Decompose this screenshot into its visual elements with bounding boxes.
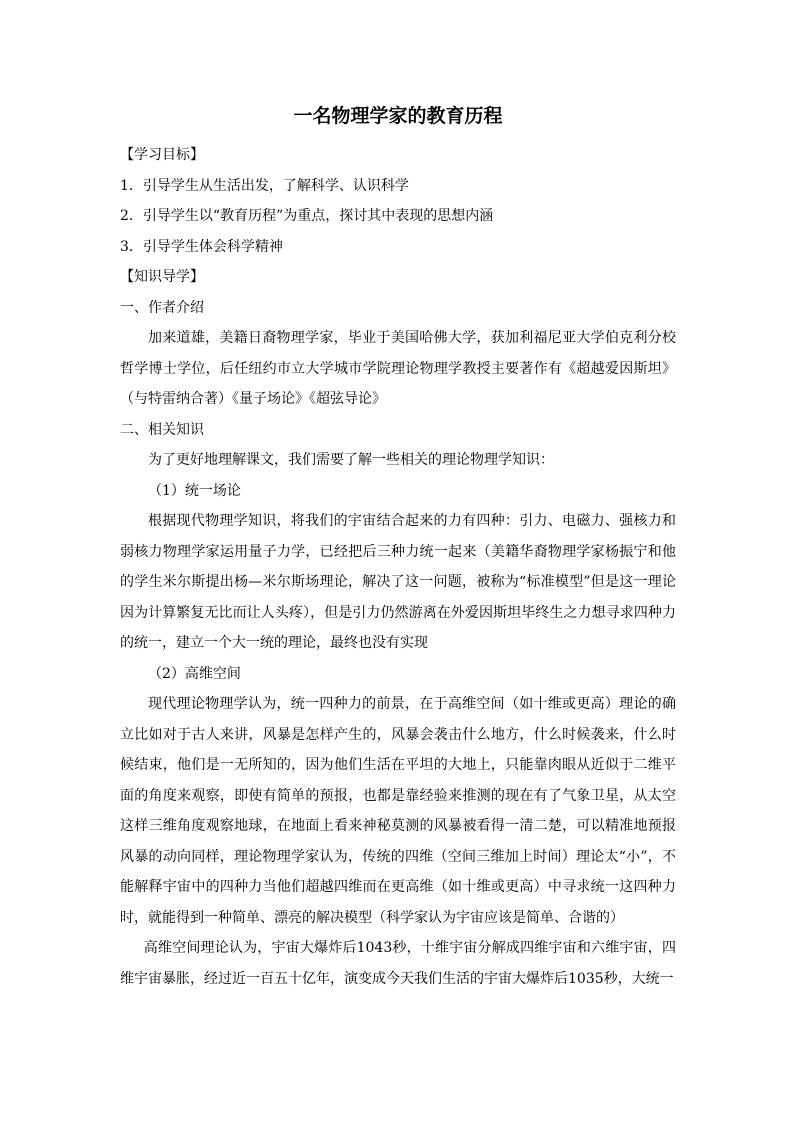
goal-item-1: 1．引导学生从生活出发，了解科学、认识科学: [120, 177, 409, 194]
related-heading: 二、相关知识: [120, 421, 204, 438]
goal-item-2: 2．引导学生以“教育历程”为重点，探讨其中表现的思想内涵: [120, 208, 494, 224]
goal-item-3: 3．引导学生体会科学精神: [120, 238, 283, 255]
unified-field-heading: （1）统一场论: [148, 482, 241, 499]
author-heading: 一、作者介绍: [120, 299, 204, 316]
hyperspace-paragraph-2: 高维空间理论认为，宇宙大爆炸后1043秒，十维宇宙分解成四维宇宙和六维宇宙，四维宇宙暴胀，经过近一百五十亿年，演变成今天我们生活的宇宙大爆炸后1035秒，大统一: [120, 940, 676, 987]
hyperspace-heading: （2）高维空间: [148, 665, 241, 682]
hyperspace-paragraph: 现代理论物理学认为，统一四种力的前景，在于高维空间（如十维或更高）理论的确立比如对于古人来讲，风暴是怎样产生的，风暴会袭击什么地方，什么时候袭来，什么时候结束，他们是一无所知的，因为他们生活在平坦的大地上，只能靠肉眼从近似于二维平面的角度来观察，即使有简单的预报，也都是靠经验来推测的现在有了气象卫星，从太空这样三维角度观察地球，在地面上看来神秘莫测的风暴被看得一清二楚，可以精准地预报风暴的动向同样，理论物理学家认为，传统的四维（空间三维加上时间）理论太“小”，不能解释宇宙中的四种力当他们超越四维而在更高维（如十维或更高）中寻求统一这四种力时，就能得到一种简单、漂亮的解决模型（科学家认为宇宙应该是简单、合谐的）: [120, 696, 676, 926]
section-heading-guide: 【知识导学】: [120, 269, 204, 285]
page-title: 一名物理学家的教育历程: [293, 105, 503, 127]
unified-field-paragraph: 根据现代物理学知识，将我们的宇宙结合起来的力有四种：引力、电磁力、强核力和弱核力物理学家运用量子力学，已经把后三种力统一起来（美籍华裔物理学家杨振宁和他的学生米尔斯提出杨—米尔斯场理论，解决了这一问题，被称为“标准模型”但是这一理论因为计算繁复无比而让人头疼），但是引力仍然游离在外爱因斯坦毕终生之力想寻求四种力的统一，建立一个大一统的理论，最终也没有实现: [120, 513, 676, 651]
section-heading-goals: 【学习目标】: [120, 147, 204, 163]
related-intro: 为了更好地理解课文，我们需要了解一些相关的理论物理学知识：: [148, 452, 554, 468]
author-paragraph: 加来道雄，美籍日裔物理学家，毕业于美国哈佛大学，获加利福尼亚大学伯克利分校哲学博士学位，后任纽约市立大学城市学院理论物理学教授主要著作有《超越爱因斯坦》（与特雷纳合著）《量子场论》《超弦导论》: [120, 330, 676, 407]
